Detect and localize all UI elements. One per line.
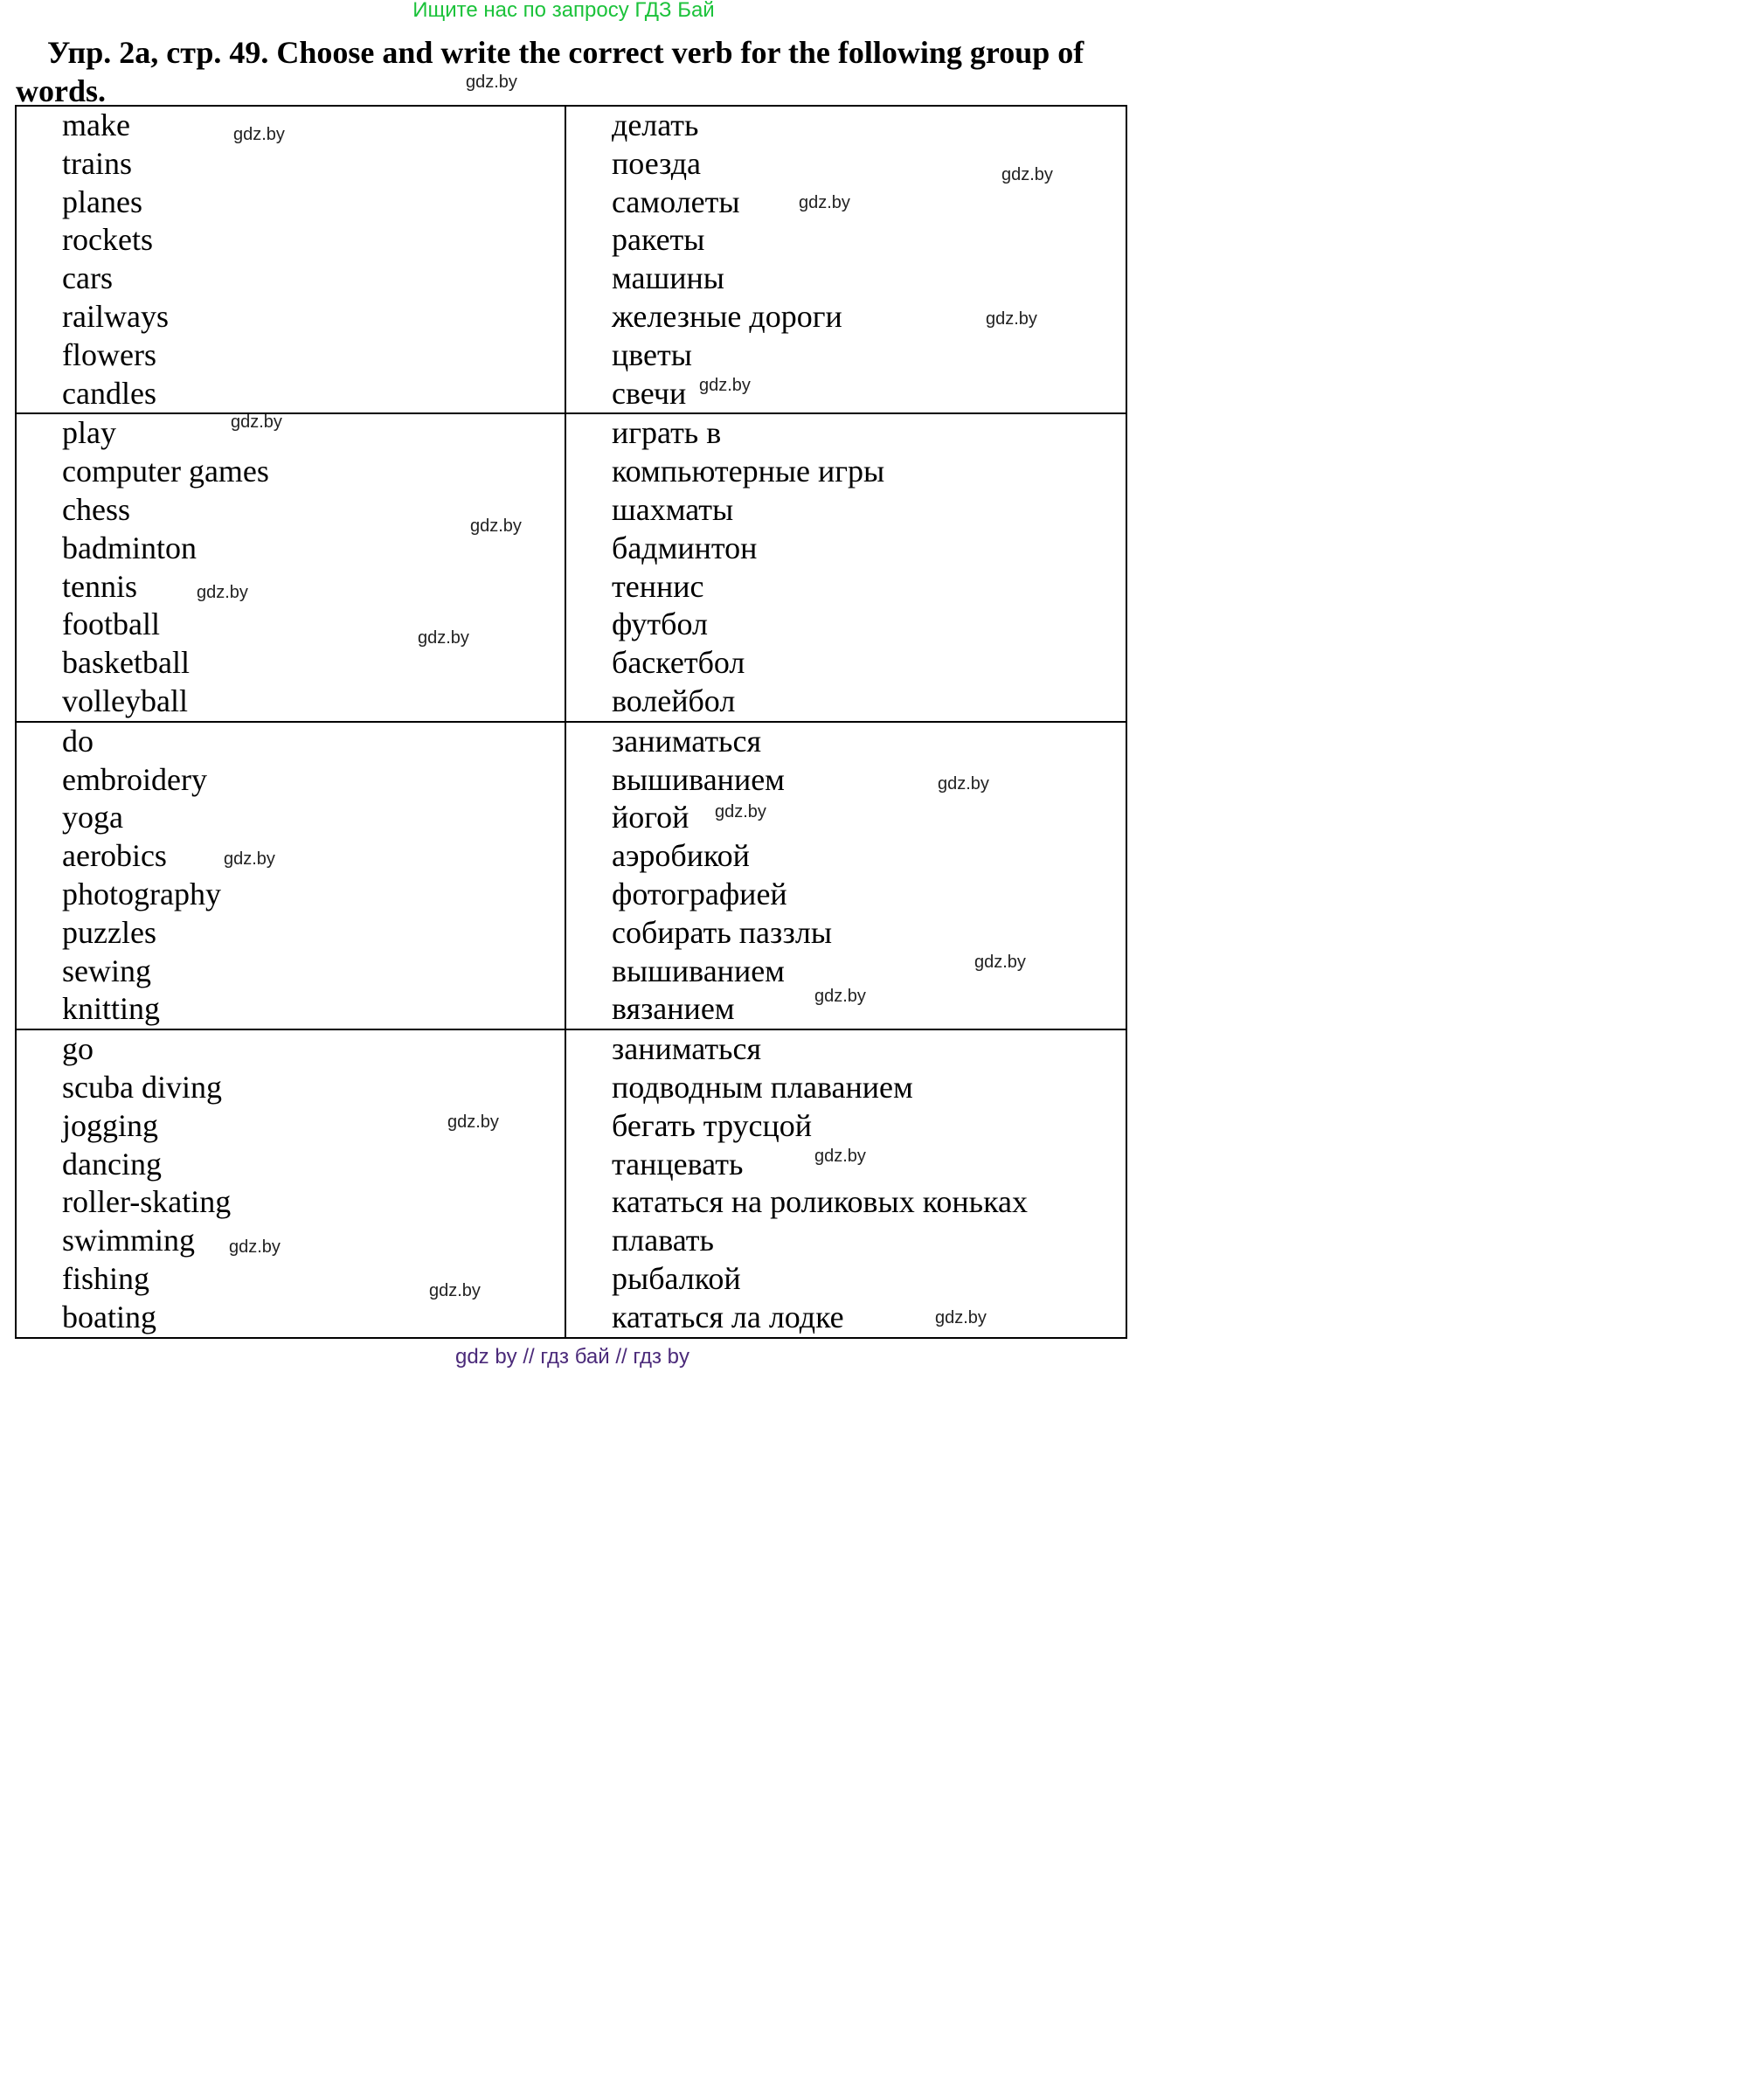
word: knitting — [62, 991, 161, 1027]
word-translation: железные дороги — [612, 298, 842, 334]
word-translation: волейбол — [612, 683, 736, 718]
word-translation: свечи — [612, 375, 687, 411]
word: fishing — [62, 1260, 150, 1296]
word: jogging — [62, 1107, 159, 1143]
watermark: gdz.by — [814, 987, 866, 1006]
word: volleyball — [62, 683, 188, 718]
word-translation: кататься ла лодке — [612, 1299, 844, 1334]
word-translation: кататься на роликовых коньках — [612, 1184, 1029, 1220]
word: badminton — [62, 530, 197, 565]
watermark: gdz.by — [799, 193, 850, 212]
word-translation: аэробикой — [612, 838, 750, 874]
watermark: gdz.by — [224, 849, 275, 869]
watermark: gdz.by — [938, 774, 989, 794]
word-translation: йогой — [612, 800, 689, 835]
verb-translation: делать — [612, 107, 699, 142]
word-translation: футбол — [612, 606, 708, 642]
word-translation: теннис — [612, 568, 704, 604]
word: chess — [62, 491, 130, 527]
word-list — [17, 414, 565, 720]
word: cars — [62, 260, 113, 296]
word-list — [17, 107, 565, 412]
word: trains — [62, 145, 132, 181]
word: yoga — [62, 800, 123, 835]
russian-cell — [565, 106, 1126, 413]
word-translation: танцевать — [612, 1146, 744, 1182]
word-translation: баскетбол — [612, 645, 745, 681]
word-translation: вышиванием — [612, 953, 785, 988]
word: boating — [62, 1299, 156, 1334]
watermark: gdz.by — [418, 628, 469, 648]
word-translation: цветы — [612, 336, 692, 372]
word: railways — [62, 298, 169, 334]
word: photography — [62, 876, 221, 911]
word: sewing — [62, 953, 151, 988]
watermark: gdz.by — [466, 73, 517, 92]
word: roller-skating — [62, 1184, 232, 1220]
russian-cell — [565, 722, 1126, 1029]
word: aerobics — [62, 838, 167, 874]
word-translation: ракеты — [612, 222, 705, 258]
watermark: gdz.by — [470, 516, 522, 536]
word: flowers — [62, 336, 156, 372]
word: computer games — [62, 454, 269, 489]
verb-group-row — [16, 413, 1126, 721]
watermark: gdz.by — [935, 1308, 987, 1327]
word-translation: поезда — [612, 145, 701, 181]
watermark: gdz.by — [986, 309, 1037, 329]
word-translation: шахматы — [612, 491, 734, 527]
verb-translation: заниматься — [612, 723, 761, 759]
word-translation: компьютерные игры — [612, 454, 885, 489]
watermark: gdz.by — [974, 953, 1026, 972]
watermark: gdz.by — [197, 583, 248, 602]
verb-translation: играть в — [612, 415, 722, 451]
word-translation: вышиванием — [612, 761, 785, 797]
english-cell — [16, 1029, 565, 1337]
watermark: gdz.by — [229, 1237, 281, 1257]
word-translation: вязанием — [612, 991, 735, 1027]
word-translation: машины — [612, 260, 724, 296]
word: football — [62, 606, 160, 642]
word-translation: бегать трусцой — [612, 1107, 812, 1143]
word-translation: самолеты — [612, 184, 740, 219]
verb: go — [62, 1031, 94, 1067]
word-translation: подводным плаванием — [612, 1069, 913, 1105]
verb-group-row — [16, 722, 1126, 1029]
top-banner[interactable]: Ищите нас по запросу ГДЗ Бай — [412, 0, 715, 22]
word-translation: фотографией — [612, 876, 787, 911]
watermark: gdz.by — [447, 1112, 499, 1132]
footer-links[interactable]: gdz by // гдз бай // гдз by — [454, 1345, 690, 1369]
word: puzzles — [62, 914, 156, 950]
verb: make — [62, 107, 130, 142]
word-translation: рыбалкой — [612, 1260, 741, 1296]
word: candles — [62, 375, 156, 411]
word-list — [566, 414, 1126, 720]
word-list — [566, 1030, 1126, 1336]
word: planes — [62, 184, 142, 219]
word-list — [566, 723, 1126, 1029]
english-cell — [16, 413, 565, 721]
word: embroidery — [62, 761, 207, 797]
verb-group-row — [16, 106, 1126, 413]
watermark: gdz.by — [231, 412, 282, 432]
word: dancing — [62, 1146, 162, 1182]
word-list — [17, 723, 565, 1029]
word-table — [15, 105, 1127, 1339]
word: swimming — [62, 1223, 196, 1258]
russian-cell — [565, 1029, 1126, 1337]
english-cell — [16, 106, 565, 413]
word-list — [566, 107, 1126, 412]
word: scuba diving — [62, 1069, 222, 1105]
word-translation: бадминтон — [612, 530, 758, 565]
watermark: gdz.by — [1001, 165, 1053, 184]
word-list — [17, 1030, 565, 1336]
verb: do — [62, 723, 94, 759]
verb: play — [62, 415, 116, 451]
watermark: gdz.by — [699, 376, 751, 395]
watermark: gdz.by — [715, 802, 766, 821]
word-translation: плавать — [612, 1223, 714, 1258]
watermark: gdz.by — [814, 1147, 866, 1166]
word-translation: собирать паззлы — [612, 914, 833, 950]
word: rockets — [62, 222, 153, 258]
watermark: gdz.by — [429, 1281, 481, 1300]
russian-cell — [565, 413, 1126, 721]
exercise-title: Упр. 2a, стр. 49. Choose and write the correct verb for the following group of words. — [16, 35, 1084, 108]
word: tennis — [62, 568, 137, 604]
watermark: gdz.by — [233, 125, 285, 144]
verb-group-row — [16, 1029, 1126, 1337]
english-cell — [16, 722, 565, 1029]
word: basketball — [62, 645, 190, 681]
verb-translation: заниматься — [612, 1031, 761, 1067]
